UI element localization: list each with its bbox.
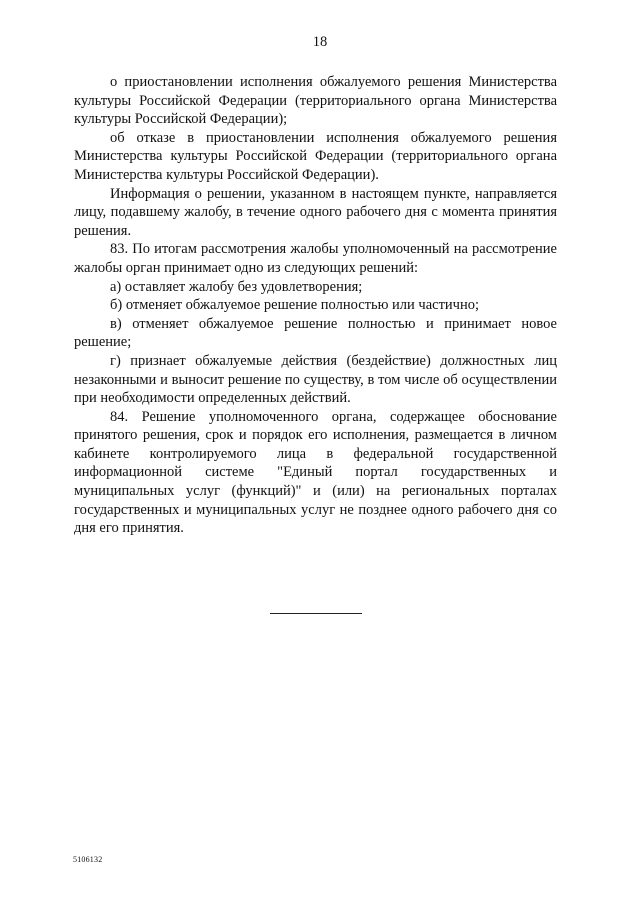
document-code: 5106132 <box>73 855 103 864</box>
paragraph-83-item-b: б) отменяет обжалуемое решение полностью или частично; <box>110 297 480 314</box>
document-body <box>74 73 557 538</box>
end-separator-line <box>270 613 362 614</box>
page-number: 18 <box>312 34 328 50</box>
paragraph-83-item-v: в) отменяет обжалуемое решение полностью и принимает новое решение; <box>74 315 557 351</box>
paragraph-83-item-a: а) оставляет жалобу без удовлетворения; <box>110 278 363 295</box>
paragraph-84: 84. Решение уполномоченного органа, содержащее обоснование принятого решения, срок и порядок его исполнения, размещается в личном кабинете контролируемого лица в федеральной государственной информационной системе "Единый портал государственных и муниципальных услуг (функций)" и (или) на региональных порталах государственных и муниципальных услуг не позднее одного рабочего дня со дня его принятия. <box>74 408 557 537</box>
paragraph-83-item-g: г) признает обжалуемые действия (бездействие) должностных лиц незаконными и выносит решение по существу, в том числе об осуществлении при необходимости определенных действий. <box>74 352 557 407</box>
paragraph-suspension-decision: о приостановлении исполнения обжалуемого решения Министерства культуры Российской Федерации (территориального органа Министерства культуры Российской Федерации); <box>74 74 557 128</box>
paragraph-refusal-suspension: об отказе в приостановлении исполнения обжалуемого решения Министерства культуры Российской Федерации (территориального органа Министерства культуры Российской Федерации). <box>74 129 557 183</box>
paragraph-information-notice: Информация о решении, указанном в настоящем пункте, направляется лицу, подавшему жалобу, в течение одного рабочего дня с момента принятия решения. <box>74 185 557 239</box>
paragraph-83-intro: 83. По итогам рассмотрения жалобы уполномоченный на рассмотрение жалобы орган принимает одно из следующих решений: <box>74 241 557 276</box>
